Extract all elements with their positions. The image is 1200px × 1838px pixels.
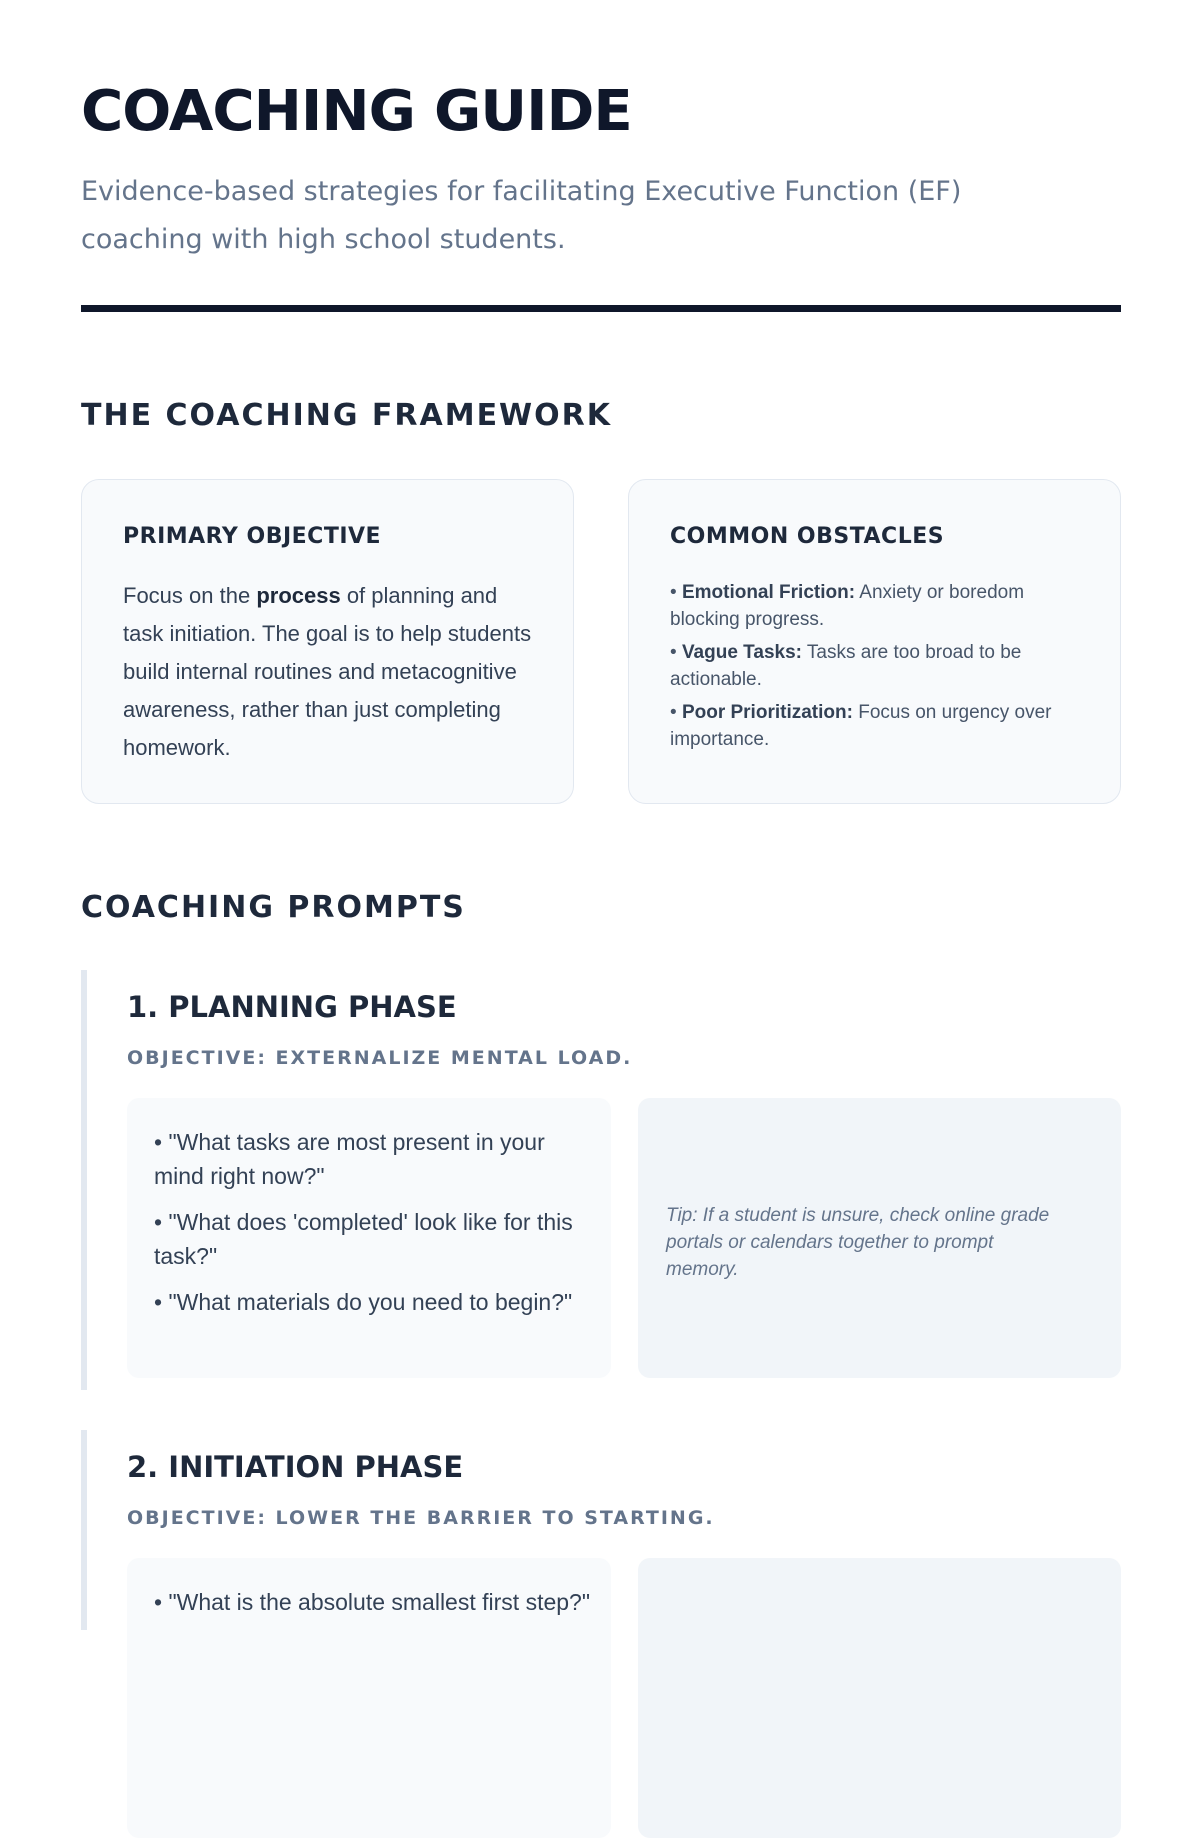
obstacle-item: • Poor Prioritization: Focus on urgency over importance. xyxy=(670,702,1052,750)
common-obstacles-card xyxy=(628,479,1121,804)
planning-prompt-box xyxy=(127,1098,611,1378)
common-obstacles-title: COMMON OBSTACLES xyxy=(670,524,945,549)
prompt-item: • "What is the absolute smallest first step?" xyxy=(154,1589,591,1615)
prompt-item: • "What tasks are most present in your mind right now?" xyxy=(154,1129,545,1189)
prompt-item: • "What materials do you need to begin?" xyxy=(154,1289,573,1315)
framework-heading: THE COACHING FRAMEWORK xyxy=(81,398,613,433)
initiation-tip-box xyxy=(638,1558,1121,1838)
planning-phase-objective: OBJECTIVE: EXTERNALIZE MENTAL LOAD. xyxy=(127,1047,633,1069)
initiation-prompt-list xyxy=(154,1585,594,1631)
initiation-prompt-box xyxy=(127,1558,611,1838)
primary-objective-card xyxy=(81,479,574,804)
planning-tip-box xyxy=(638,1098,1121,1378)
obstacle-item: • Emotional Friction: Anxiety or boredom blocking progress. xyxy=(670,582,1025,630)
prompt-item: • "What does 'completed' look like for this task?" xyxy=(154,1209,573,1269)
initiation-phase-objective: OBJECTIVE: LOWER THE BARRIER TO STARTING. xyxy=(127,1507,715,1529)
primary-objective-text: Focus on the process of planning and task initiation. The goal is to help students build internal routines and metacognitive awareness, rather than just completing homework. xyxy=(123,583,532,760)
planning-tip-text: Tip: If a student is unsure, check online grade portals or calendars together to prompt memory. xyxy=(666,1205,1050,1280)
page-subtitle: Evidence-based strategies for facilitating Executive Function (EF) coaching with high school students. xyxy=(81,176,962,255)
obstacle-list xyxy=(670,579,1080,759)
title-divider xyxy=(81,305,1121,312)
page-title: COACHING GUIDE xyxy=(81,79,632,144)
planning-prompt-list xyxy=(154,1125,594,1331)
planning-phase-title: 1. PLANNING PHASE xyxy=(127,990,457,1024)
prompts-heading: COACHING PROMPTS xyxy=(81,890,466,925)
initiation-phase-title: 2. INITIATION PHASE xyxy=(127,1450,464,1484)
primary-objective-title: PRIMARY OBJECTIVE xyxy=(123,524,382,549)
planning-phase-section xyxy=(81,970,1121,1390)
process-emphasis: process xyxy=(256,583,341,608)
obstacle-item: • Vague Tasks: Tasks are too broad to be actionable. xyxy=(670,642,1022,690)
initiation-phase-section xyxy=(81,1430,1121,1630)
